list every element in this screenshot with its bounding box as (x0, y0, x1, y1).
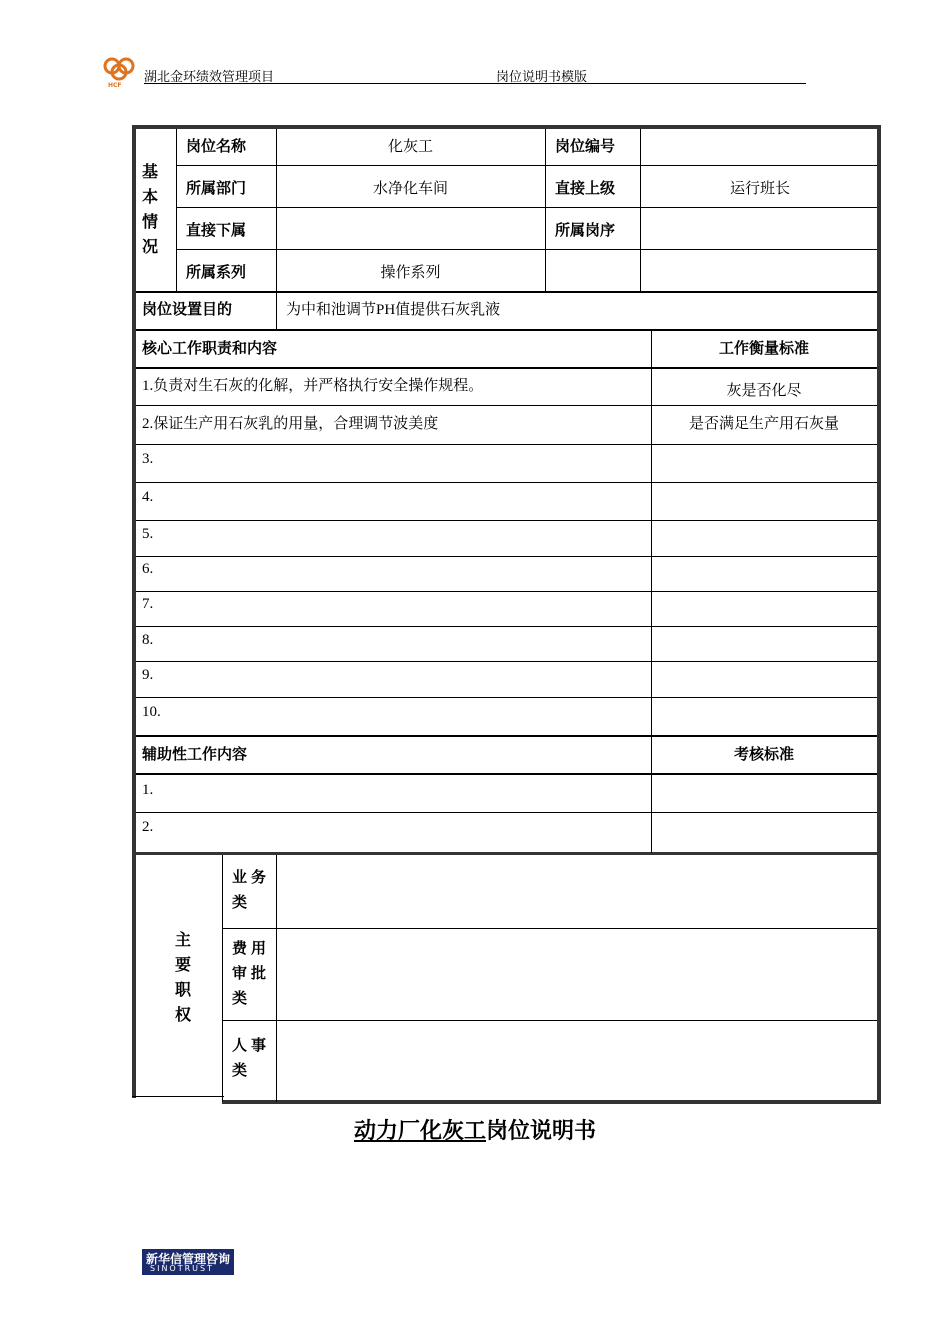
header-doc-type: 岗位说明书模版 (496, 69, 588, 84)
rule (136, 482, 877, 483)
label-position-name: 岗位名称 (186, 138, 247, 155)
header-divider (144, 83, 806, 84)
core-row-content: 3. (142, 451, 154, 467)
title-rest: 岗位说明书 (486, 1118, 597, 1143)
rule (136, 697, 877, 698)
page-header (100, 52, 806, 86)
authority-bottom-left (132, 1096, 224, 1097)
core-row-standard: 灰是否化尽 (726, 383, 802, 399)
rule (176, 249, 877, 250)
label-series: 所属系列 (186, 264, 247, 281)
label-business: 业务类 (232, 869, 271, 911)
rule (136, 329, 877, 331)
core-row-content: 9. (142, 667, 154, 683)
title-underlined: 动力厂化灰工 (353, 1118, 486, 1143)
rule (136, 591, 877, 592)
label-expense-approval: 费用审批类 (232, 940, 271, 1007)
value-purpose: 为中和池调节PH值提供石灰乳液 (286, 302, 501, 318)
value-department: 水净化车间 (372, 181, 448, 197)
page-title (0, 1114, 950, 1145)
authority-section-label: 主要职权 (175, 932, 192, 1024)
label-position-sequence: 所属岗序 (555, 222, 616, 239)
rule (136, 661, 877, 662)
core-row-content: 5. (142, 526, 154, 542)
rule (222, 1020, 877, 1021)
core-row-content: 6. (142, 561, 154, 577)
header-company: 湖北金环绩效管理项目 (144, 69, 275, 84)
rule (136, 291, 877, 293)
rule (136, 444, 877, 445)
label-department: 所属部门 (186, 180, 247, 197)
rule (136, 367, 877, 369)
form-border-bottom (222, 1100, 881, 1104)
auxiliary-row-content: 2. (142, 819, 154, 835)
value-direct-superior: 运行班长 (729, 181, 790, 197)
rule (176, 129, 177, 291)
core-row-content: 1.负责对生石灰的化解，并严格执行安全操作规程。 (142, 378, 484, 394)
core-header: 核心工作职责和内容 (142, 340, 278, 357)
core-row-content: 10. (142, 704, 161, 720)
svg-text:HCF: HCF (108, 82, 122, 88)
core-row-standard: 是否满足生产用石灰量 (688, 416, 839, 432)
footer-logo-cn: 新华信管理咨询 (146, 1252, 231, 1266)
rule (276, 855, 277, 1102)
label-direct-subordinate: 直接下属 (186, 222, 247, 239)
rule (276, 129, 277, 329)
company-logo-icon (100, 54, 138, 88)
rule (222, 928, 877, 929)
rule (176, 207, 877, 208)
rule (136, 556, 877, 557)
core-standard-header: 工作衡量标准 (718, 340, 809, 357)
authority-border-top (132, 852, 881, 855)
rule (176, 165, 877, 166)
form-border-left (132, 125, 136, 1098)
label-personnel: 人事类 (232, 1037, 271, 1079)
rule (136, 812, 877, 813)
label-direct-superior: 直接上级 (555, 180, 616, 197)
rule (136, 520, 877, 521)
core-row-content: 7. (142, 596, 154, 612)
auxiliary-header: 辅助性工作内容 (142, 746, 248, 763)
value-position-name: 化灰工 (387, 139, 433, 155)
basic-section-label: 基本情况 (142, 164, 159, 256)
core-row-content: 8. (142, 632, 154, 648)
value-series: 操作系列 (380, 265, 441, 281)
rule (136, 773, 877, 775)
rule (545, 129, 546, 291)
auxiliary-row-content: 1. (142, 782, 154, 798)
core-row-content: 4. (142, 489, 154, 505)
rule (136, 405, 877, 406)
rule (136, 735, 877, 737)
form-border-right (877, 125, 881, 1104)
core-row-content: 2.保证生产用石灰乳的用量，合理调节波美度 (142, 416, 439, 432)
rule (136, 626, 877, 627)
form-border-top (132, 125, 881, 129)
rule (640, 129, 641, 291)
footer-logo (142, 1249, 234, 1275)
footer-logo-en: SINOTRUST (150, 1264, 214, 1273)
auxiliary-standard-header: 考核标准 (733, 746, 794, 763)
rule (222, 855, 223, 1102)
label-position-code: 岗位编号 (555, 138, 616, 155)
label-purpose: 岗位设置目的 (142, 301, 233, 318)
